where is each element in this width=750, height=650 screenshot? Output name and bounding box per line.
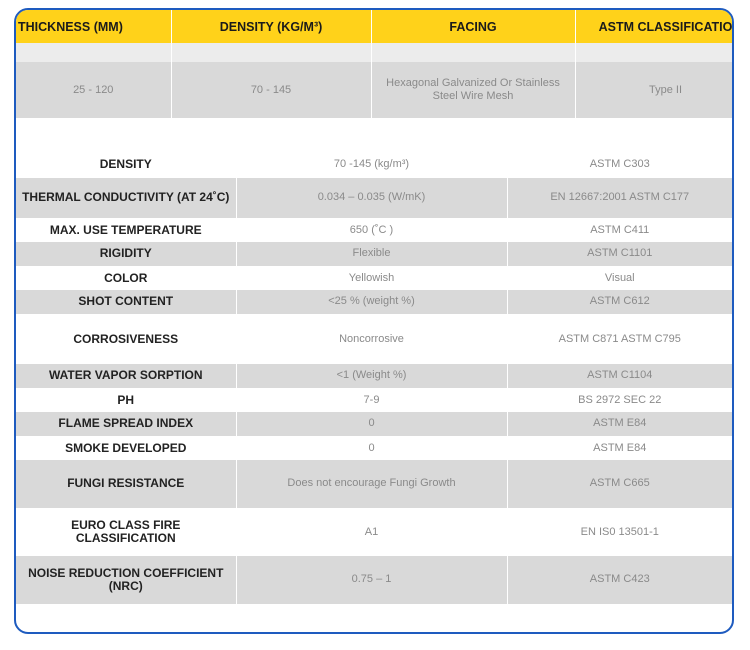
property-standard: ASTM C665 xyxy=(507,460,732,508)
property-name: COLOR xyxy=(16,266,236,290)
property-name: WATER VAPOR SORPTION xyxy=(16,364,236,388)
property-row xyxy=(16,314,732,364)
property-standard: EN 12667:2001 ASTM C177 xyxy=(507,178,732,218)
header-density: DENSITY (KG/M³) xyxy=(171,10,371,43)
property-name: PH xyxy=(16,388,236,412)
property-standard: ASTM C871 ASTM C795 xyxy=(507,314,732,364)
cell-astm-classification: Type II xyxy=(575,62,732,118)
property-value: Noncorrosive xyxy=(236,314,507,364)
summary-spacer-row xyxy=(16,43,732,62)
summary-table xyxy=(16,10,732,118)
spacer-cell xyxy=(16,43,171,62)
property-value: 0.034 – 0.035 (W/mK) xyxy=(236,178,507,218)
property-row xyxy=(16,388,732,412)
property-standard: ASTM C1104 xyxy=(507,364,732,388)
cell-facing: Hexagonal Galvanized Or Stainless Steel Wire Mesh xyxy=(371,62,575,118)
property-row xyxy=(16,266,732,290)
summary-header-row xyxy=(16,10,732,43)
property-value: 0 xyxy=(236,436,507,460)
property-name: SHOT CONTENT xyxy=(16,290,236,314)
property-row xyxy=(16,150,732,178)
property-value: 70 -145 (kg/m³) xyxy=(236,150,507,178)
property-standard: ASTM E84 xyxy=(507,412,732,436)
header-facing: FACING xyxy=(371,10,575,43)
property-name: THERMAL CONDUCTIVITY (AT 24˚C) xyxy=(16,178,236,218)
property-row xyxy=(16,556,732,604)
property-name: FLAME SPREAD INDEX xyxy=(16,412,236,436)
property-name: NOISE REDUCTION COEFFICIENT (NRC) xyxy=(16,556,236,604)
cell-density: 70 - 145 xyxy=(171,62,371,118)
property-row xyxy=(16,436,732,460)
property-standard: EN IS0 13501-1 xyxy=(507,508,732,556)
property-row xyxy=(16,412,732,436)
property-row xyxy=(16,290,732,314)
property-row xyxy=(16,242,732,266)
property-row xyxy=(16,178,732,218)
summary-data-row xyxy=(16,62,732,118)
spec-sheet-content xyxy=(16,10,732,632)
header-thickness: THICKNESS (MM) xyxy=(16,10,171,43)
property-name: EURO CLASS FIRE CLASSIFICATION xyxy=(16,508,236,556)
property-name: RIGIDITY xyxy=(16,242,236,266)
property-row xyxy=(16,364,732,388)
property-standard: ASTM C1101 xyxy=(507,242,732,266)
property-row xyxy=(16,218,732,242)
property-standard: ASTM C303 xyxy=(507,150,732,178)
property-value: 0.75 – 1 xyxy=(236,556,507,604)
property-row xyxy=(16,460,732,508)
property-standard: ASTM C423 xyxy=(507,556,732,604)
property-name: SMOKE DEVELOPED xyxy=(16,436,236,460)
property-name: MAX. USE TEMPERATURE xyxy=(16,218,236,242)
property-value: 650 (˚C ) xyxy=(236,218,507,242)
header-astm-classification: ASTM CLASSIFICATIO xyxy=(575,10,732,43)
property-standard: ASTM E84 xyxy=(507,436,732,460)
property-standard: ASTM C411 xyxy=(507,218,732,242)
spec-sheet-frame xyxy=(14,8,734,634)
spacer-cell xyxy=(371,43,575,62)
property-value: <1 (Weight %) xyxy=(236,364,507,388)
properties-body xyxy=(16,150,732,604)
property-row xyxy=(16,508,732,556)
property-name: DENSITY xyxy=(16,150,236,178)
property-standard: BS 2972 SEC 22 xyxy=(507,388,732,412)
cell-thickness: 25 - 120 xyxy=(16,62,171,118)
property-standard: ASTM C612 xyxy=(507,290,732,314)
property-value: 0 xyxy=(236,412,507,436)
property-standard: Visual xyxy=(507,266,732,290)
property-value: <25 % (weight %) xyxy=(236,290,507,314)
property-value: Flexible xyxy=(236,242,507,266)
spacer-cell xyxy=(575,43,732,62)
properties-table xyxy=(16,150,732,605)
property-value: Yellowish xyxy=(236,266,507,290)
property-name: FUNGI RESISTANCE xyxy=(16,460,236,508)
property-value: 7-9 xyxy=(236,388,507,412)
property-value: Does not encourage Fungi Growth xyxy=(236,460,507,508)
spacer-cell xyxy=(171,43,371,62)
property-value: A1 xyxy=(236,508,507,556)
property-name: CORROSIVENESS xyxy=(16,314,236,364)
